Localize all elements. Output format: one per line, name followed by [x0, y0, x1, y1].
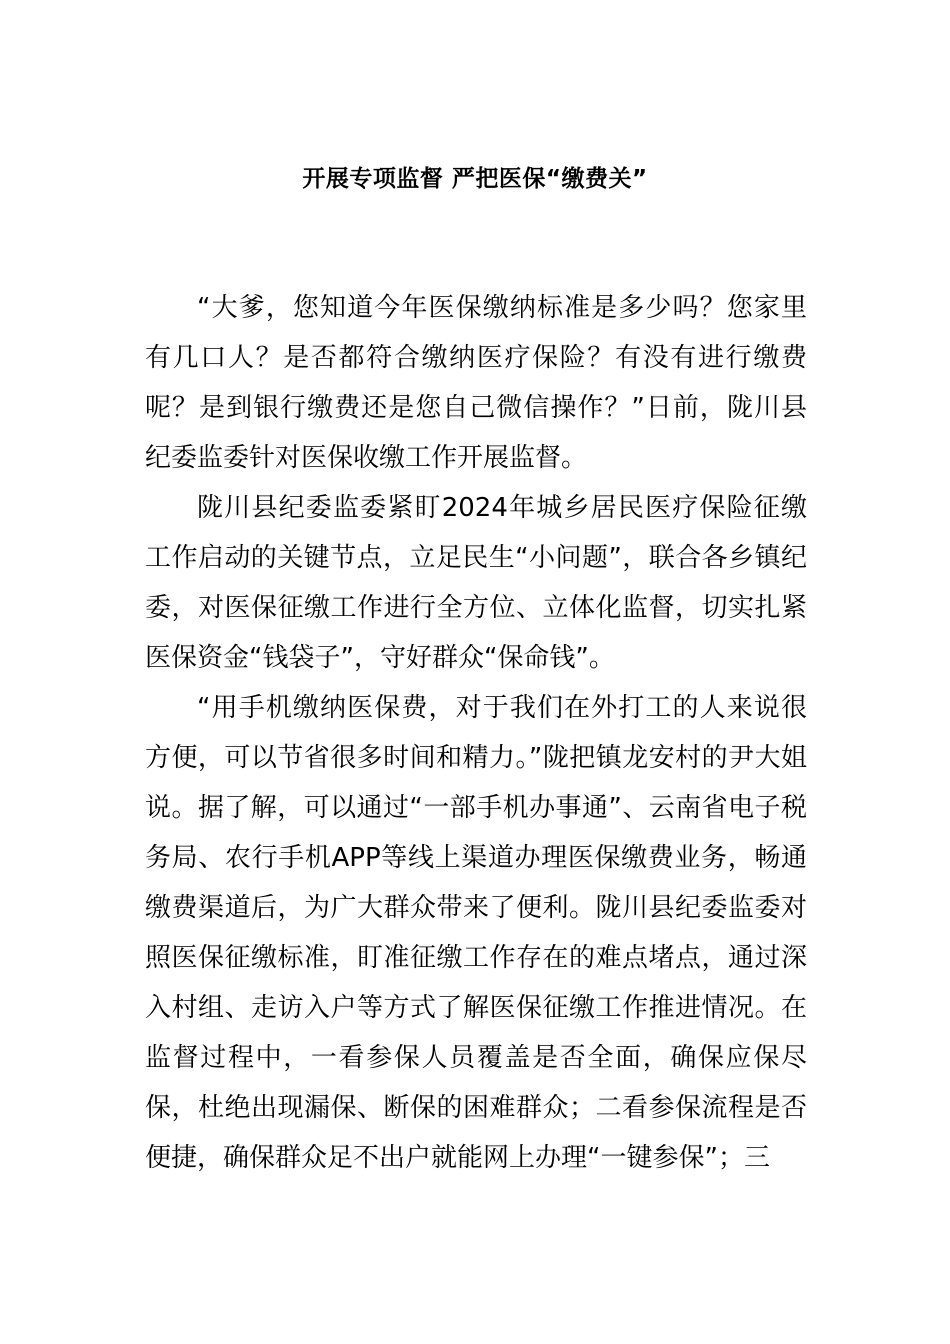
paragraph-2: 陇川县纪委监委紧盯2024年城乡居民医疗保险征缴工作启动的关键节点，立足民生“小问题”，联合各乡镇纪委，对医保征缴工作进行全方位、立体化监督，切实扎紧医保资金“钱袋子”，守好群众“保命钱”。	[145, 493, 807, 673]
paragraph-3: “用手机缴纳医保费，对于我们在外打工的人来说很方便，可以节省很多时间和精力。”陇把镇龙安村的尹大姐说。据了解，可以通过“一部手机办事通”、云南省电子税务局、农行手机APP等线上渠道办理医保缴费业务，畅通缴费渠道后，为广大群众带来了便利。陇川县纪委监委对照医保征缴标准，盯准征缴工作存在的难点堵点，通过深入村组、走访入户等方式了解医保征缴工作推进情况。在监督过程中，一看参保人员覆盖是否全面，确保应保尽保，杜绝出现漏保、断保的困难群众；二看参保流程是否便捷，确保群众足不出户就能网上办理“一键参保”；三	[145, 693, 807, 1173]
document-body	[145, 283, 807, 1183]
paragraph-1: “大爹，您知道今年医保缴纳标准是多少吗？您家里有几口人？是否都符合缴纳医疗保险？有没有进行缴费呢？是到银行缴费还是您自己微信操作？”日前，陇川县纪委监委针对医保收缴工作开展监督。	[145, 293, 807, 473]
document-title: 开展专项监督 严把医保“缴费关”	[302, 166, 648, 192]
